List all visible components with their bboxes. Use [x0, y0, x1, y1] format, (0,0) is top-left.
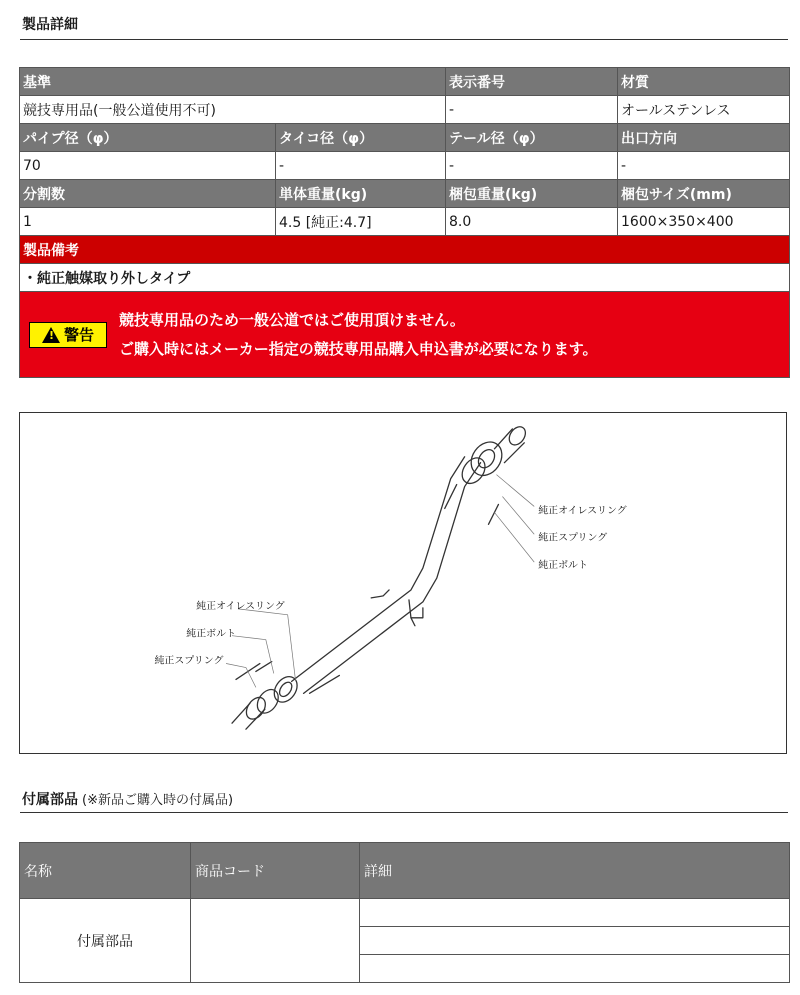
accessories-note: (※新品ご購入時の付属品) [82, 793, 234, 808]
section-divider [20, 39, 788, 40]
spec-value-row [20, 208, 790, 236]
accessories-detail-cell [360, 927, 790, 955]
exhaust-pipe-illustration [20, 413, 786, 753]
remarks-header: 製品備考 [20, 236, 790, 264]
spec-value-cell: 4.5 [純正:4.7] [276, 208, 446, 236]
warning-message [119, 306, 598, 364]
spec-header-cell: 基準 [20, 68, 446, 96]
warning-line-1: 競技専用品のため一般公道ではご使用頂けません。 [119, 310, 465, 329]
spec-header-cell: 梱包サイズ(mm) [618, 180, 790, 208]
spec-header-cell: 材質 [618, 68, 790, 96]
warning-badge-label: 警告 [63, 326, 94, 344]
spec-value-cell: 70 [20, 152, 276, 180]
spec-value-cell: - [276, 152, 446, 180]
section-divider [20, 812, 788, 813]
accessories-header-row [20, 843, 790, 899]
spec-value-cell: - [618, 152, 790, 180]
spec-value-row [20, 96, 790, 124]
spec-header-cell: 分割数 [20, 180, 276, 208]
remarks-row [20, 264, 790, 292]
spec-value-cell: 競技専用品(一般公道使用不可) [20, 96, 446, 124]
warning-triangle-icon: ! [42, 327, 60, 343]
label-oiles-ring-left: 純正オイレスリング [196, 600, 285, 612]
spec-value-cell: - [446, 152, 618, 180]
accessories-name-cell: 付属部品 [20, 899, 191, 983]
spec-header-cell: テール径（φ） [446, 124, 618, 152]
spec-table [19, 67, 790, 378]
accessories-code-cell [191, 899, 360, 983]
label-spring-right: 純正スプリング [538, 532, 608, 544]
accessories-row [20, 899, 790, 927]
spec-header-cell: タイコ径（φ） [276, 124, 446, 152]
warning-line-2: ご購入時にはメーカー指定の競技専用品購入申込書が必要になります。 [119, 339, 598, 358]
spec-value-cell: 1 [20, 208, 276, 236]
remarks-text: ・純正触媒取り外しタイプ [20, 264, 790, 292]
accessories-header-cell: 詳細 [360, 843, 790, 899]
accessories-header-cell: 商品コード [191, 843, 360, 899]
spec-value-cell: オールステンレス [618, 96, 790, 124]
spec-header-row [20, 180, 790, 208]
warning-badge [29, 322, 107, 348]
section-title-accessories: 付属部品 (※新品ご購入時の付属品) [22, 792, 234, 808]
accessories-detail-cell [360, 955, 790, 983]
section-title-product-details: 製品詳細 [22, 17, 78, 33]
accessories-table [19, 842, 790, 983]
accessories-header-cell: 名称 [20, 843, 191, 899]
spec-value-row [20, 152, 790, 180]
spec-header-row [20, 68, 790, 96]
label-spring-left: 純正スプリング [154, 655, 224, 667]
spec-header-cell: 単体重量(kg) [276, 180, 446, 208]
spec-header-cell: 出口方向 [618, 124, 790, 152]
warning-cell [20, 292, 790, 378]
spec-value-cell: - [446, 96, 618, 124]
exhaust-diagram [19, 412, 787, 754]
label-oiles-ring-right: 純正オイレスリング [538, 505, 627, 517]
spec-header-cell: 梱包重量(kg) [446, 180, 618, 208]
spec-header-cell: パイプ径（φ） [20, 124, 276, 152]
remarks-header-row [20, 236, 790, 264]
warning-row [20, 292, 790, 378]
spec-header-cell: 表示番号 [446, 68, 618, 96]
label-bolt-left: 純正ボルト [186, 628, 236, 640]
label-bolt-right: 純正ボルト [538, 560, 588, 572]
spec-value-cell: 1600×350×400 [618, 208, 790, 236]
spec-header-row [20, 124, 790, 152]
spec-value-cell: 8.0 [446, 208, 618, 236]
accessories-detail-cell [360, 899, 790, 927]
